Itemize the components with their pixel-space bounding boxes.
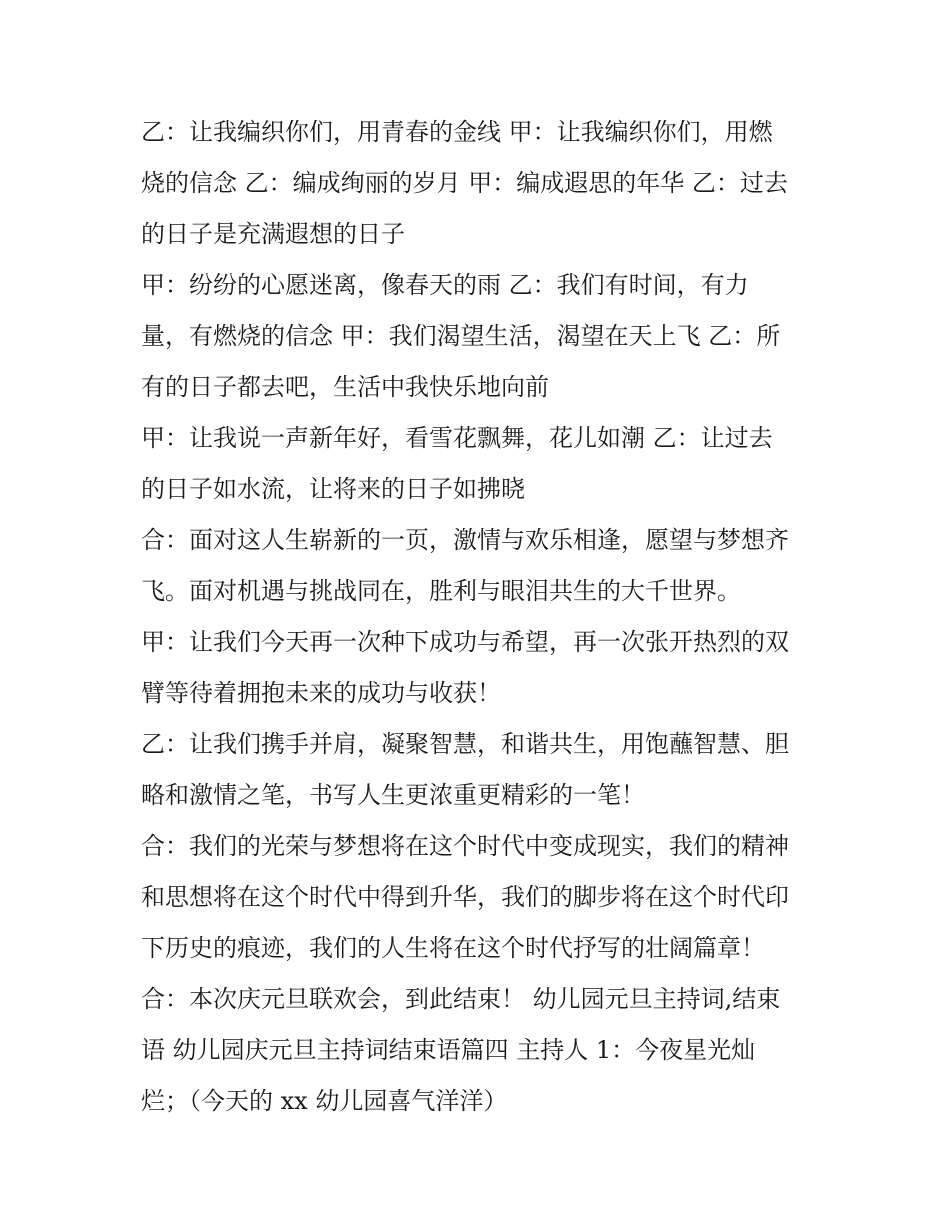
text-line: 合：我们的光荣与梦想将在这个时代中变成现实，我们的精神 <box>141 832 789 860</box>
text-line: 量，有燃烧的信念 甲：我们渴望生活，渴望在天上飞 乙：所 <box>141 322 781 350</box>
text-line: 合：面对这人生崭新的一页，激情与欢乐相逢，愿望与梦想齐 <box>141 526 789 554</box>
text-line: 下历史的痕迹，我们的人生将在这个时代抒写的壮阔篇章！ <box>141 934 765 962</box>
text-line: 略和激情之笔，书写人生更浓重更精彩的一笔！ <box>141 781 645 809</box>
text-line: 语 幼儿园庆元旦主持词结束语篇四 主持人 1：今夜星光灿 <box>141 1036 756 1064</box>
text-line: 和思想将在这个时代中得到升华，我们的脚步将在这个时代印 <box>141 883 789 911</box>
text-line: 有的日子都去吧，生活中我快乐地向前 <box>141 373 549 401</box>
text-line: 烂；（今天的 xx 幼儿园喜气洋洋） <box>141 1087 508 1115</box>
text-line: 飞。面对机遇与挑战同在，胜利与眼泪共生的大千世界。 <box>141 577 741 605</box>
text-line: 乙：让我编织你们，用青春的金线 甲：让我编织你们，用燃 <box>141 118 773 146</box>
text-line: 乙：让我们携手并肩，凝聚智慧，和谐共生，用饱蘸智慧、胆 <box>141 730 789 758</box>
text-line: 的日子如水流，让将来的日子如拂晓 <box>141 475 525 503</box>
text-line: 烧的信念 乙：编成绚丽的岁月 甲：编成遐思的年华 乙：过去 <box>141 169 788 197</box>
text-line: 合：本次庆元旦联欢会，到此结束！ 幼儿园元旦主持词,结束 <box>141 985 781 1013</box>
text-line: 甲：让我说一声新年好，看雪花飘舞，花儿如潮 乙：让过去 <box>141 424 773 452</box>
document-body <box>141 107 821 1127</box>
text-line: 甲：让我们今天再一次种下成功与希望，再一次张开热烈的双 <box>141 628 789 656</box>
text-line: 的日子是充满遐想的日子 <box>141 220 405 248</box>
text-line: 臂等待着拥抱未来的成功与收获！ <box>141 679 501 707</box>
text-line: 甲：纷纷的心愿迷离，像春天的雨 乙：我们有时间，有力 <box>141 271 749 299</box>
